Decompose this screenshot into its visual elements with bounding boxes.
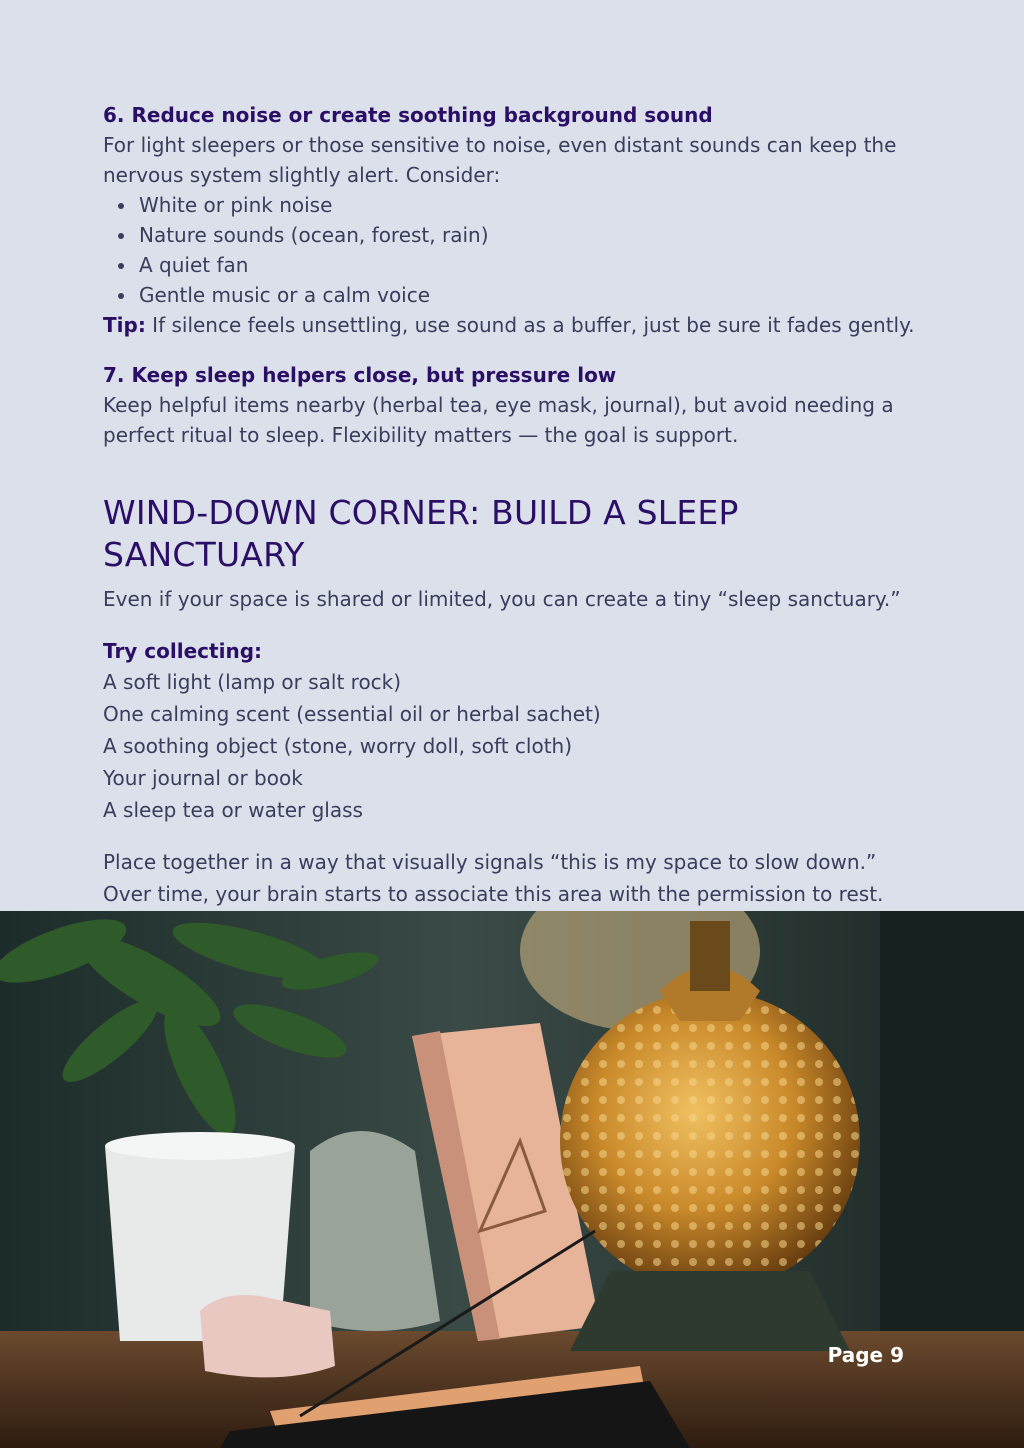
page-content [103, 100, 933, 910]
collect-item: A soothing object (stone, worry doll, soft cloth) [103, 734, 573, 758]
section-6-intro-line-1: For light sleepers or those sensitive to noise, even distant sounds can keep the [103, 133, 897, 157]
section-6-heading: 6. Reduce noise or create soothing background sound [103, 103, 713, 127]
collect-item: Your journal or book [103, 766, 303, 790]
corner-intro: Even if your space is shared or limited, you can create a tiny “sleep sanctuary.” [103, 587, 901, 611]
list-item: • A quiet fan [137, 250, 933, 280]
section-6-intro-line-2: nervous system slightly alert. Consider: [103, 163, 501, 187]
list-item: • Gentle music or a calm voice [137, 280, 933, 310]
corner-title: WIND-DOWN CORNER: BUILD A SLEEP SANCTUARY [103, 493, 739, 574]
collect-item: One calming scent (essential oil or herbal sachet) [103, 702, 601, 726]
tip-text: If silence feels unsettling, use sound as a buffer, just be sure it fades gently. [145, 313, 915, 337]
sleep-sanctuary-photo [0, 911, 1024, 1448]
section-7-body-line-1: Keep helpful items nearby (herbal tea, eye mask, journal), but avoid needing a [103, 393, 894, 417]
corner-outro-line-2: Over time, your brain starts to associate this area with the permission to rest. [103, 882, 884, 906]
section-7-body-line-2: perfect ritual to sleep. Flexibility matters — the goal is support. [103, 423, 739, 447]
tip-label: Tip: [103, 313, 146, 337]
page-number: Page 9 [827, 1343, 904, 1367]
section-7-heading: 7. Keep sleep helpers close, but pressure low [103, 363, 617, 387]
nightstand-illustration [0, 911, 1024, 1448]
collect-item: A soft light (lamp or salt rock) [103, 670, 402, 694]
list-item: • Nature sounds (ocean, forest, rain) [137, 220, 933, 250]
collect-item: A sleep tea or water glass [103, 798, 363, 822]
tip-paragraph [103, 310, 933, 340]
corner-outro-line-1: Place together in a way that visually signals “this is my space to slow down.” [103, 850, 877, 874]
try-collecting-heading: Try collecting: [103, 639, 263, 663]
sound-options-list [103, 190, 933, 310]
list-item: • White or pink noise [137, 190, 933, 220]
